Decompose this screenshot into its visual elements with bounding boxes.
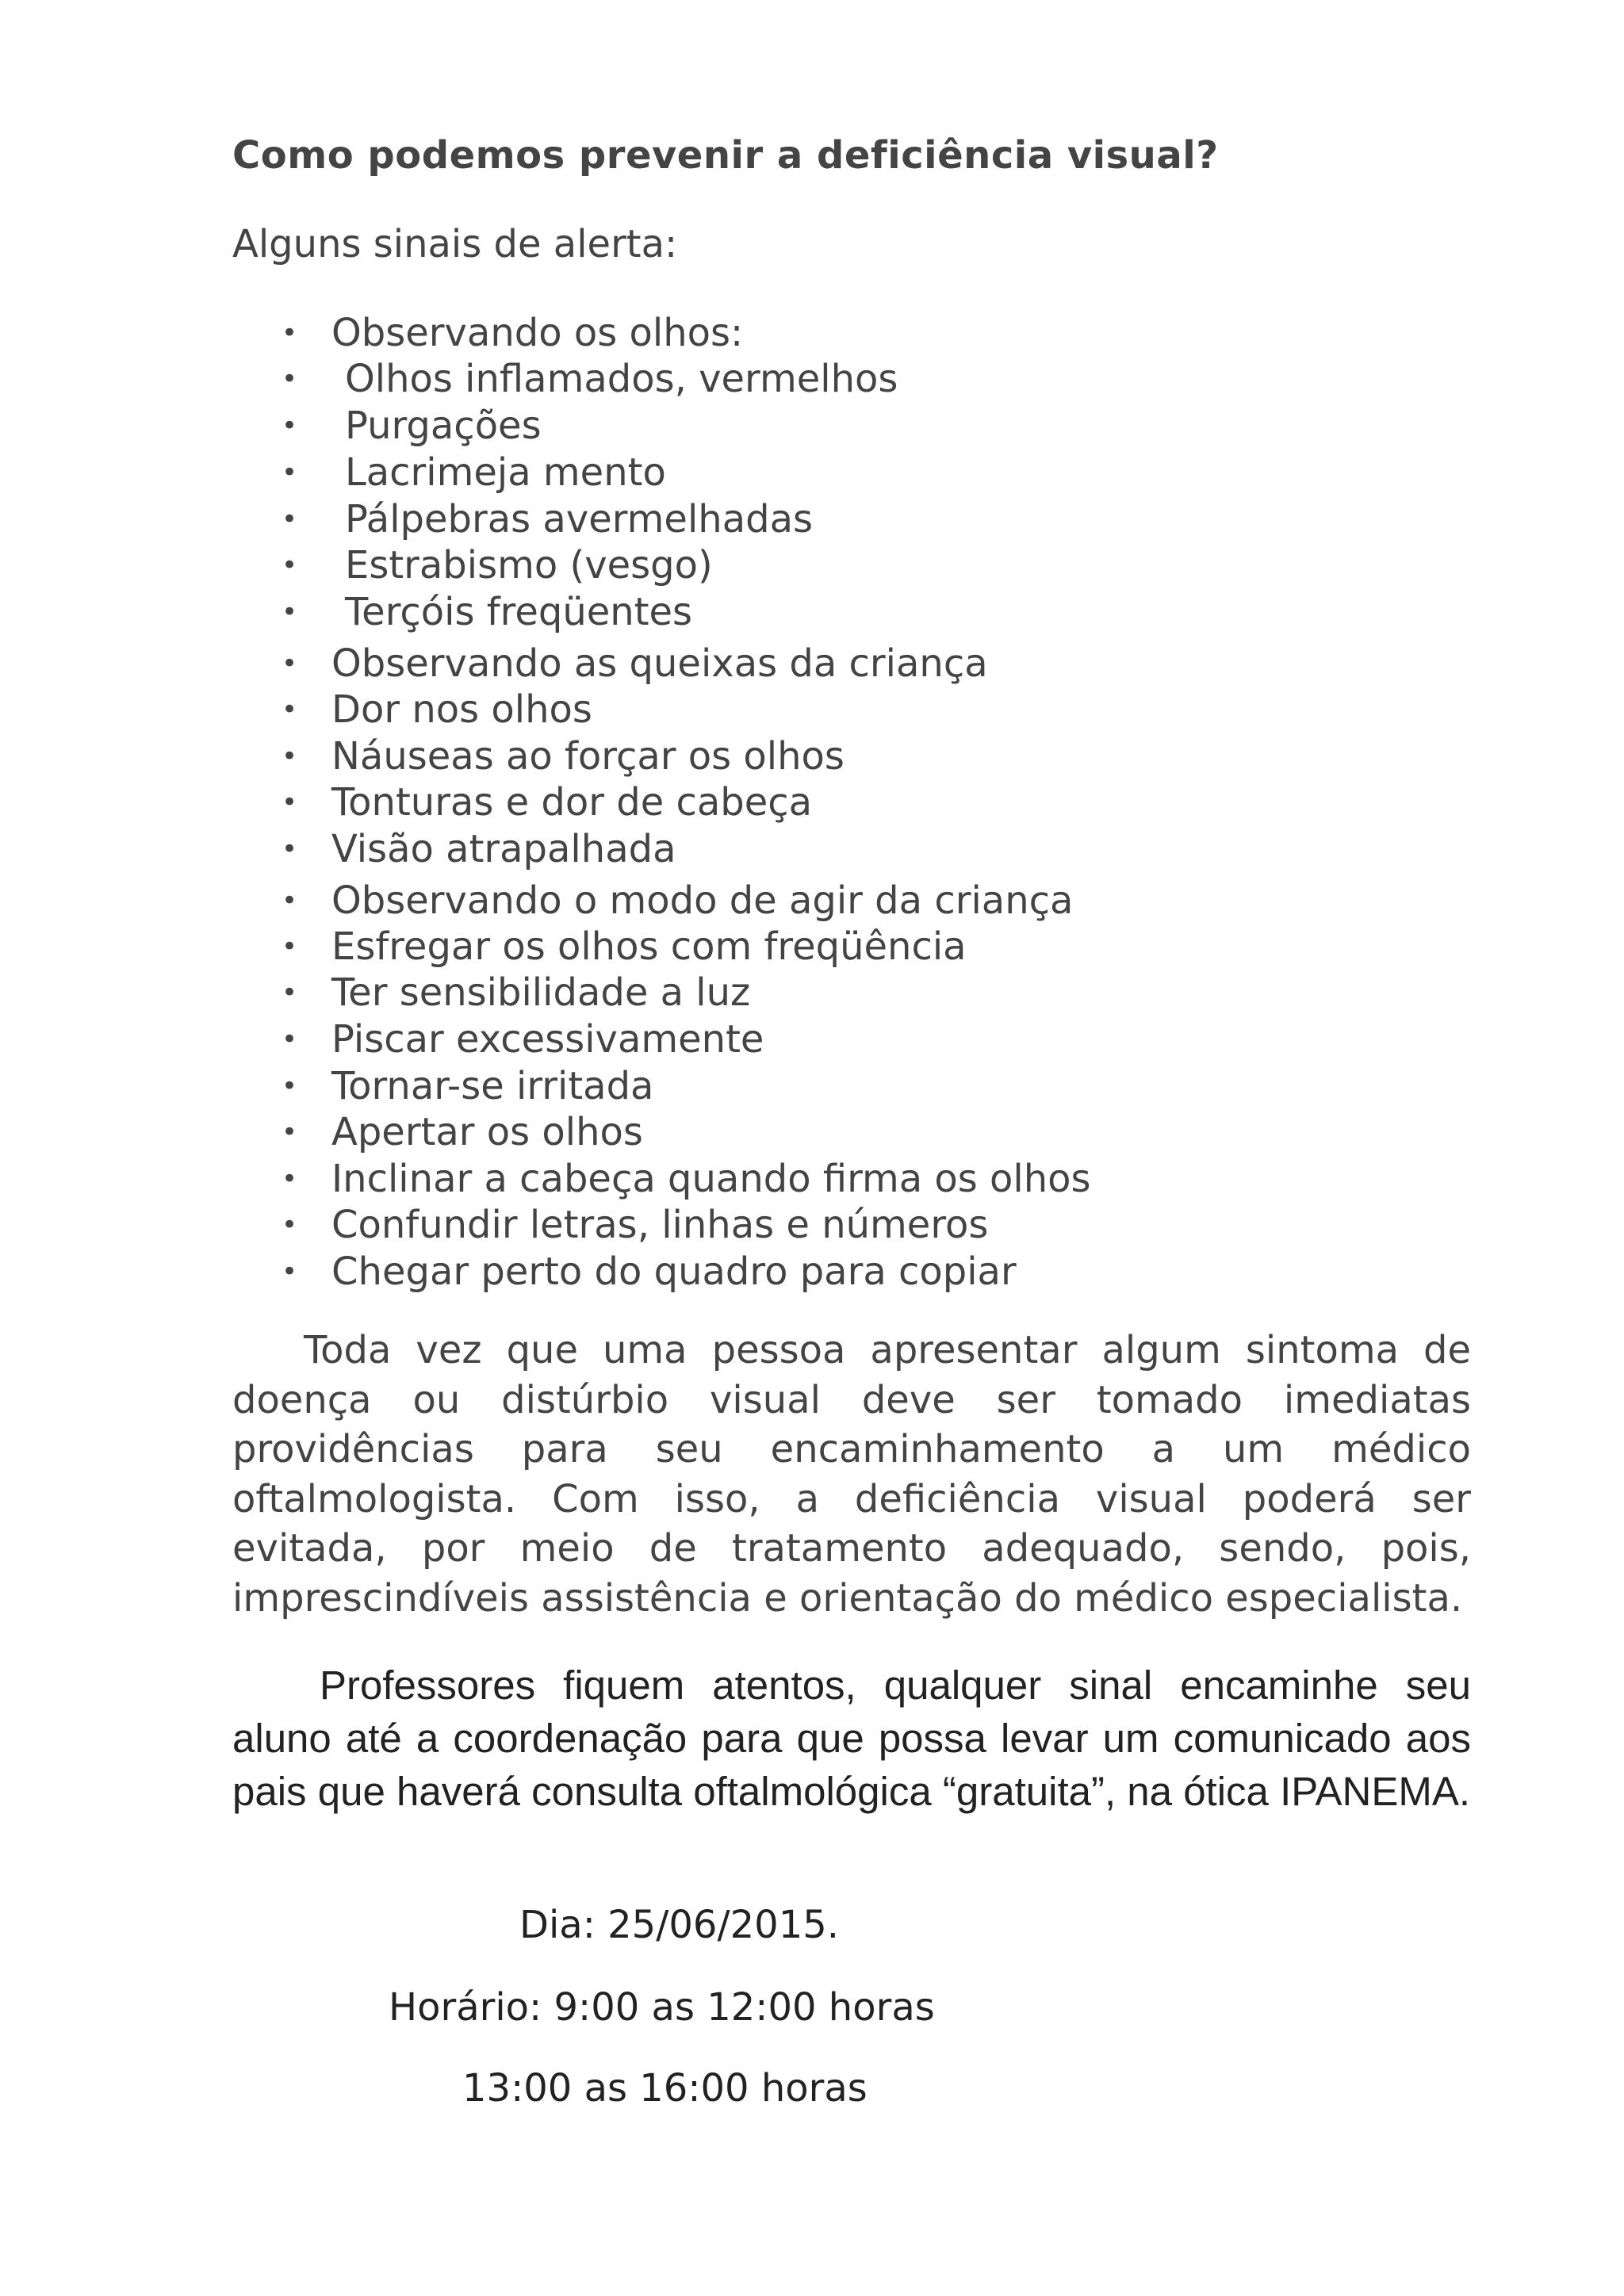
list-item-text: Lacrimeja mento: [345, 450, 666, 495]
bullet-icon: •: [282, 931, 298, 962]
bullet-icon: •: [282, 833, 298, 865]
bullet-icon: •: [282, 694, 298, 725]
list-item-text: Esfregar os olhos com freqüência: [331, 924, 967, 969]
list-item-text: Inclinar a cabeça quando firma os olhos: [331, 1157, 1091, 1201]
bullet-icon: •: [282, 786, 298, 818]
bullet-icon: •: [282, 885, 298, 916]
paragraph-teachers: Professores fiquem atentos, qualquer sinal encaminhe seu aluno até a coordenação para que possa levar um comunicado aos pais que haverá consulta oftalmológica “gratuita”, na ótica IPANEMA.: [232, 1663, 1471, 1814]
list-item-text: Purgações: [345, 404, 542, 448]
list-item-text: Tonturas e dor de cabeça: [331, 780, 813, 825]
list-item-text: Observando as queixas da criança: [331, 641, 988, 686]
list-item-text: Olhos inflamados, vermelhos: [345, 357, 898, 401]
list-item-text: Estrabismo (vesgo): [345, 543, 713, 587]
schedule-line: Horário: 9:00 as 12:00 horas: [389, 1985, 935, 2030]
bullet-icon: •: [282, 596, 298, 628]
list-item-text: Dor nos olhos: [331, 687, 592, 732]
bullet-icon: •: [282, 317, 298, 349]
list-item-text: Tornar-se irritada: [331, 1064, 654, 1108]
bullet-icon: •: [282, 1209, 298, 1241]
bullet-icon: •: [282, 1163, 298, 1195]
bullet-icon: •: [282, 503, 298, 535]
bullet-icon: •: [282, 1256, 298, 1288]
schedule-line-afternoon: 13:00 as 16:00 horas: [462, 2066, 868, 2110]
bullet-icon: •: [282, 410, 298, 442]
list-item-text: Terçóis freqüentes: [345, 590, 693, 634]
list-item-text: Chegar perto do quadro para copiar: [331, 1249, 1017, 1294]
list-item-text: Ter sensibilidade a luz: [331, 970, 751, 1015]
list-item-text: Confundir letras, linhas e números: [331, 1203, 989, 1247]
bullet-icon: •: [282, 740, 298, 772]
paragraph-symptoms: Toda vez que uma pessoa apresentar algum sintoma de doença ou distúrbio visual deve ser tomado imediatas providências para seu encaminhamento a um médico oftalmologista. Com isso, a deficiência visual poderá ser evitada, por meio de tratamento adequado, sendo, pois, imprescindíveis assistência e orientação do médico especialista.: [232, 1328, 1471, 1621]
list-item-text: Visão atrapalhada: [331, 827, 676, 871]
page-title: Como podemos prevenir a deficiência visual?: [232, 133, 1219, 178]
bullet-icon: •: [282, 648, 298, 679]
list-item-text: Náuseas ao forçar os olhos: [331, 734, 845, 779]
list-item-text: Observando os olhos:: [331, 311, 744, 355]
bullet-icon: •: [282, 363, 298, 395]
bullet-icon: •: [282, 1070, 298, 1102]
list-item-text: Piscar excessivamente: [331, 1017, 764, 1062]
bullet-icon: •: [282, 1024, 298, 1055]
list-item-text: Pálpebras avermelhadas: [345, 497, 814, 541]
list-item-text: Apertar os olhos: [331, 1110, 643, 1154]
date-line: Dia: 25/06/2015.: [519, 1903, 840, 1947]
bullet-icon: •: [282, 1116, 298, 1148]
bullet-icon: •: [282, 457, 298, 488]
subtitle: Alguns sinais de alerta:: [232, 222, 678, 266]
bullet-icon: •: [282, 549, 298, 581]
list-item-text: Observando o modo de agir da criança: [331, 878, 1074, 923]
bullet-icon: •: [282, 977, 298, 1008]
